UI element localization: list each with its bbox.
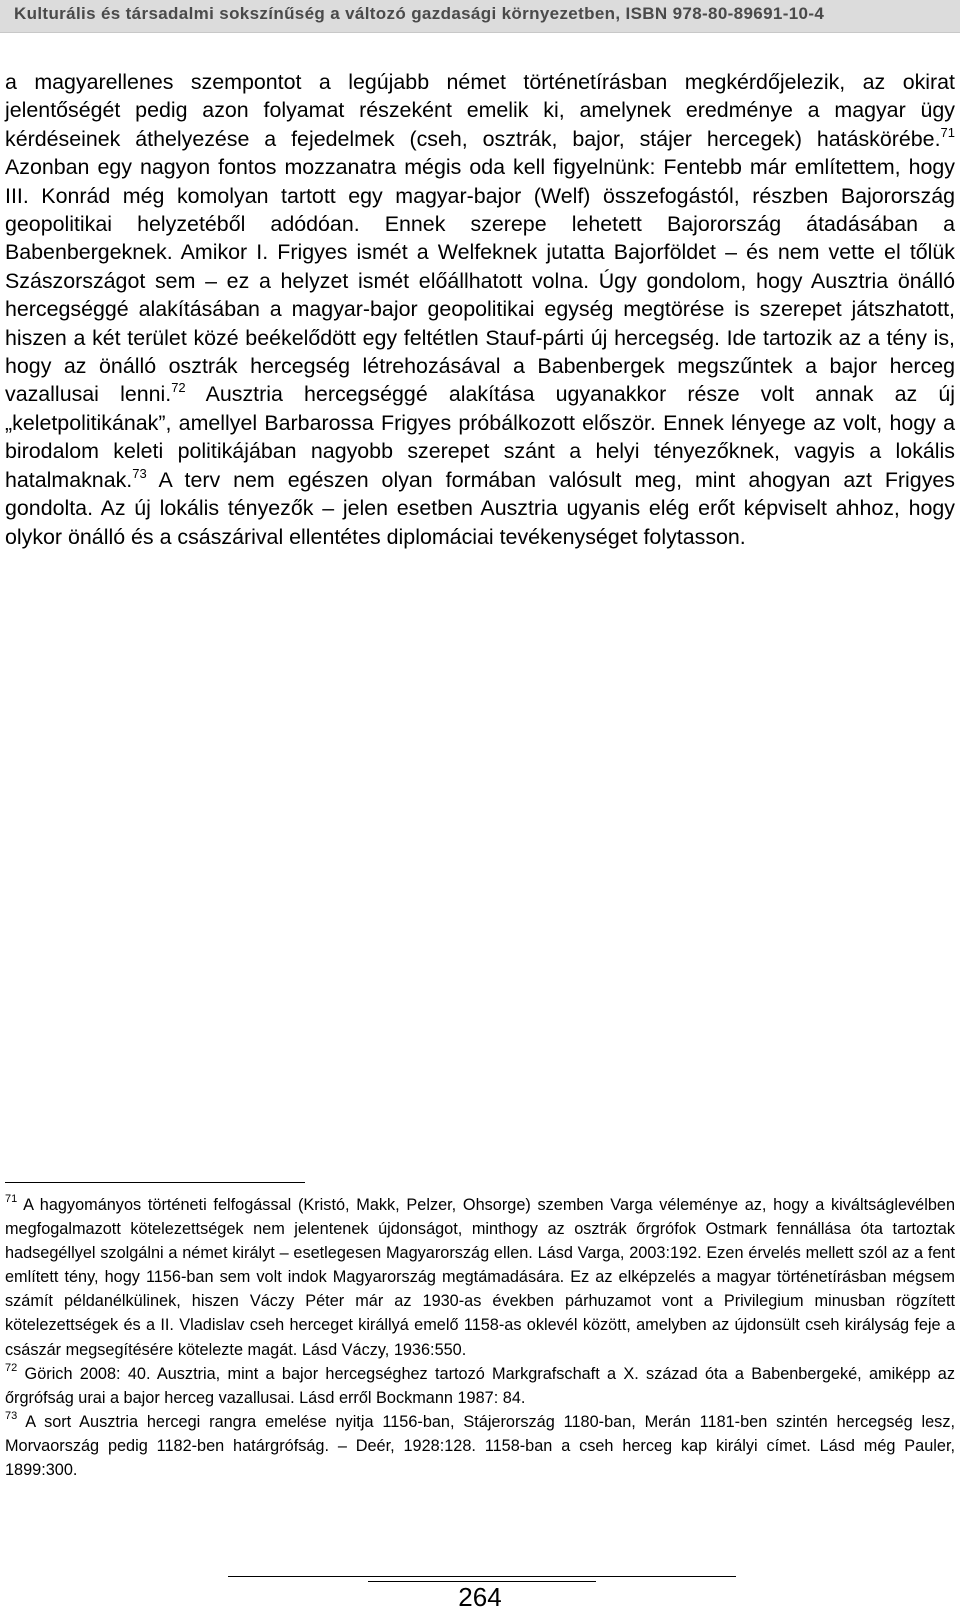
footnote-number: 73 [5, 1409, 18, 1422]
footnote-ref-71[interactable]: 71 [940, 124, 955, 140]
footnote-ref-73[interactable]: 73 [132, 465, 147, 481]
body-text-part-3: Ausztria hercegséggé alakítása ugyanakkor része volt annak az új „keletpolitikának”, amellyel Barbarossa Frigyes próbálkozott először. Ennek lényege az volt, hogy a birodalom keleti politikájában nagyobb szerepet szánt a helyi tényezőknek, vagyis a lokális hatalmaknak. [5, 382, 955, 492]
body-text-part-1: a magyarellenes szempontot a legújabb német történetírásban megkérdőjelezik, az okirat jelentőségét pedig azon folyamat részeként emelik ki, amelynek eredménye a magyar ügy kérdéseinek áthelyezése a fejedelmek (cseh, osztrák, bajor, stájer hercegek) hatáskörébe. [5, 70, 955, 151]
running-header [0, 0, 960, 33]
footnote-text: Görich 2008: 40. Ausztria, mint a bajor hercegséghez tartozó Markgrafschaft a X. század óta a Babenbergeké, amiképp az őrgrófság urai a bajor herceg vazallusai. Lásd erről Bockmann 1987: 84. [5, 1364, 955, 1407]
footnote-ref-72[interactable]: 72 [171, 380, 186, 396]
body-paragraph [5, 68, 955, 551]
footnote-72 [5, 1362, 955, 1410]
footnote-text: A hagyományos történeti felfogással (Kristó, Makk, Pelzer, Ohsorge) szemben Varga véleménye az, hogy a kiváltságlevélben megfogalmazott kötelezettségek nem jelentenek újdonságot, minthogy az osztrák őrgrófok Ostmark fennállása óta tartoztak hadsegéllyel szolgálni a német királyt – esetlegesen Magyarország ellen. Lásd Varga, 2003:192. Ezen érvelés mellett szól az a fent említett tény, hogy 1156-ban sem volt indok Magyarország megtámadására. Ez az elképzelés a magyar történetírásban mégsem számít példanélkülinek, hiszen Váczy Péter már az 1930-as években párhuzamot vont a Privilegium minusban rögzített kötelezettségek és a II. Vladislav cseh herceget királlyá emelő 1158-as oklevél között, amelyben az újdonsült cseh királyság feje a császár megsegítésére kötelezte magát. Lásd Váczy, 1936:550. [5, 1196, 955, 1359]
page-number: 264 [458, 1582, 502, 1612]
footnote-number: 71 [5, 1193, 18, 1205]
running-title: Kulturális és társadalmi sokszínűség a változó gazdasági környezetben, ISBN 978-80-89691-10-4 [14, 4, 825, 23]
body-text-part-2: Azonban egy nagyon fontos mozzanatra mégis oda kell figyelnünk: Fentebb már említettem, hogy III. Konrád még komolyan tartott egy magyar-bajor (Welf) összefogástól, részben Bajorország geopolitikai helyzetéből adódóan. Ennek szerepe lehetett Bajorország átadásában a Babenbergeknek. Amikor I. Frigyes ismét a Welfeknek jutatta Bajorföldet – és nem vette el tőlük Szászországot sem – ez a helyzet ismét előállhatott volna. Úgy gondolom, hogy Ausztria önálló hercegséggé alakításában a magyar-bajor geopolitikai egység megtörése is szerepet játszhatott, hiszen a két terület közé beékelődött egy feltétlen Stauf-párti új hercegség. Ide tartozik az a tény is, hogy az önálló osztrák hercegség létrehozásával a Babenbergek megszűntek a bajor herceg vazallusai lenni. [5, 155, 955, 407]
page-footer-rule-long [228, 1576, 736, 1577]
footnote-separator [5, 1182, 305, 1183]
footnote-text: A sort Ausztria hercegi rangra emelése nyitja 1156-ban, Stájerország 1180-ban, Merán 1181-ben szintén hercegség lesz, Morvaország pedig 1182-ben határgrófság. – Deér, 1928:128. 1158-ban a cseh herceg kap királyi címet. Lásd még Pauler, 1899:300. [5, 1412, 955, 1480]
main-text [5, 68, 955, 551]
footnotes [5, 1193, 955, 1482]
footnote-73 [5, 1410, 955, 1482]
body-text-part-4: A terv nem egészen olyan formában valósult meg, mint ahogyan azt Frigyes gondolta. Az új lokális tényezők – jelen esetben Ausztria ugyanis elég erőt képviselt ahhoz, hogy olykor önálló és a császárival ellentétes diplomáciai tevékenységet folytasson. [5, 467, 955, 549]
footnote-number: 72 [5, 1361, 18, 1374]
footnote-71 [5, 1193, 955, 1362]
